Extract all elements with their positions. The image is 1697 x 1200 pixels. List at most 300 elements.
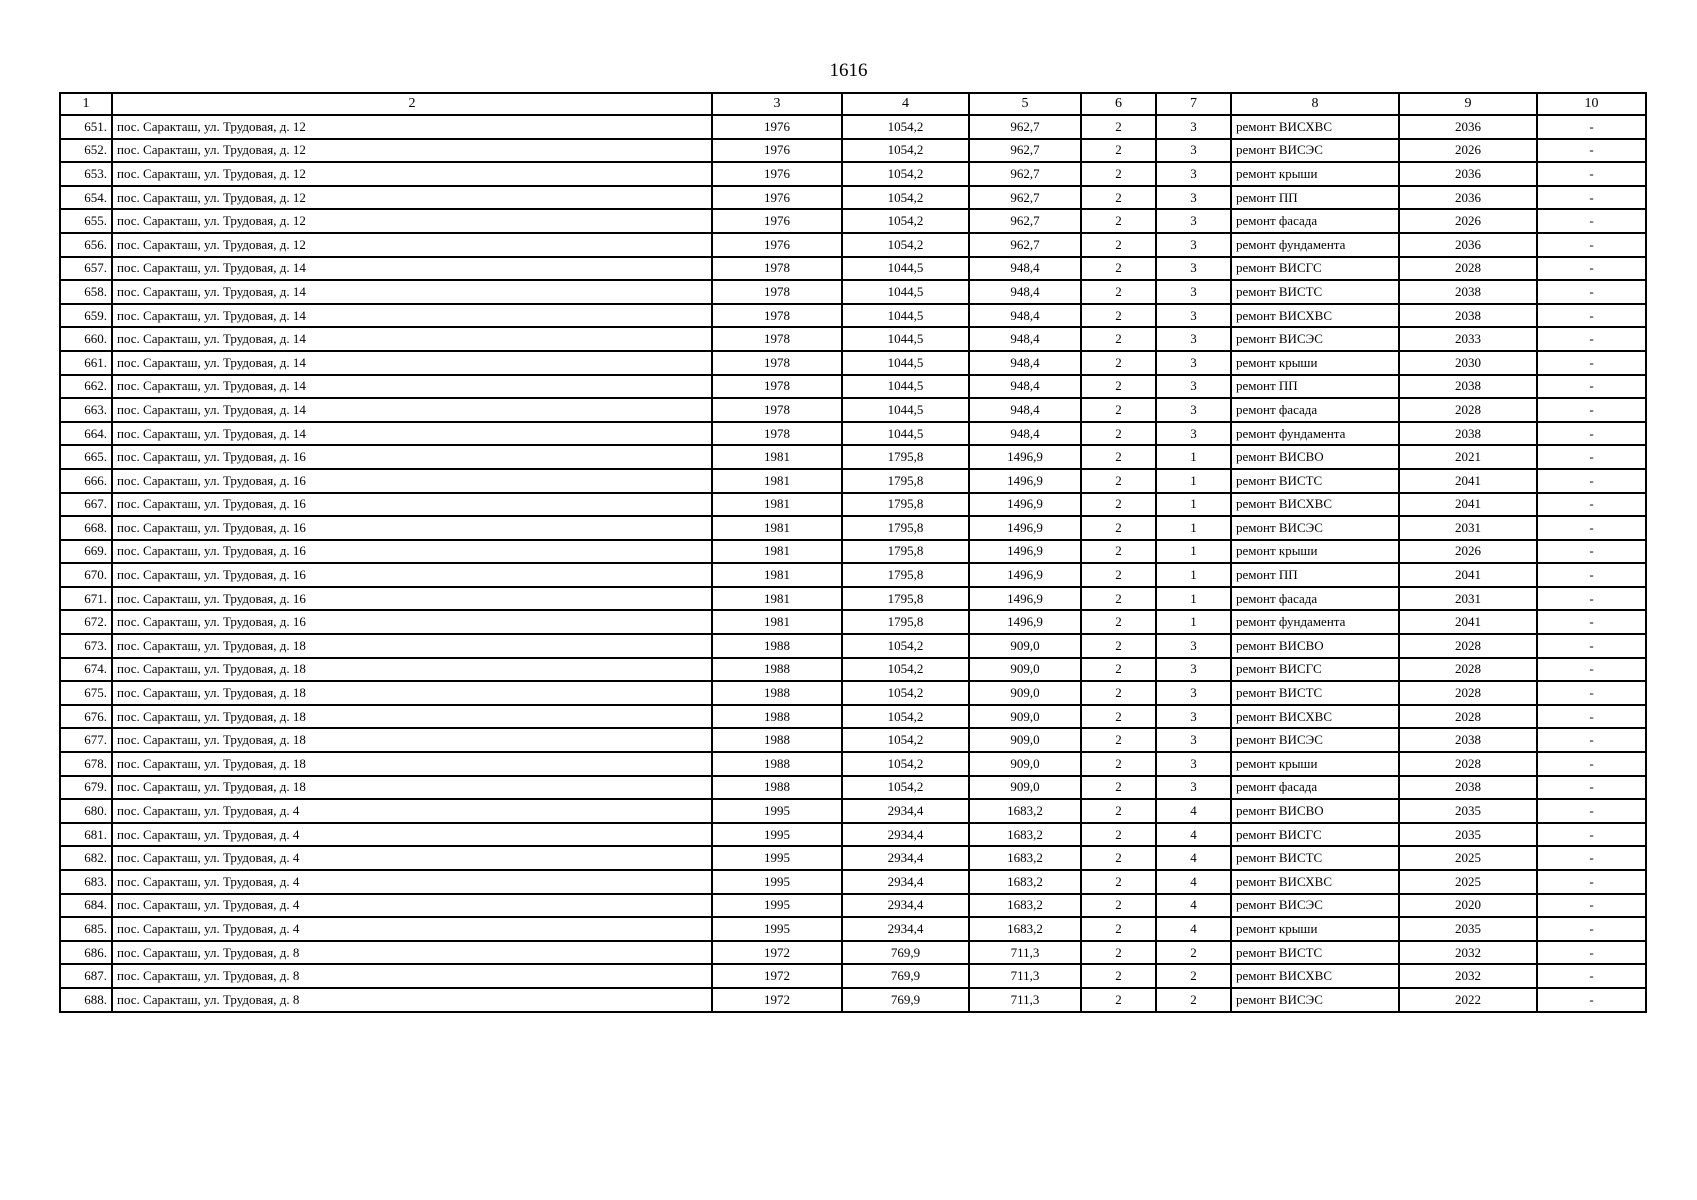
living-area-cell: 948,4	[969, 398, 1081, 422]
year-built-cell: 1976	[712, 186, 842, 210]
work-type-cell: ремонт фундамента	[1231, 610, 1399, 634]
floors-cell: 2	[1081, 209, 1156, 233]
row-number-cell: 683.	[60, 870, 112, 894]
entrances-cell: 3	[1156, 162, 1231, 186]
work-type-cell: ремонт ПП	[1231, 375, 1399, 399]
total-area-cell: 1054,2	[842, 162, 969, 186]
year-built-cell: 1976	[712, 139, 842, 163]
table-row	[60, 705, 1646, 729]
work-type-cell: ремонт ВИСЭС	[1231, 139, 1399, 163]
entrances-cell: 1	[1156, 587, 1231, 611]
year-built-cell: 1978	[712, 375, 842, 399]
year-built-cell: 1972	[712, 988, 842, 1012]
note-cell: -	[1537, 563, 1646, 587]
address-cell: пос. Саракташ, ул. Трудовая, д. 16	[112, 587, 712, 611]
work-type-cell: ремонт ВИСВО	[1231, 799, 1399, 823]
living-area-cell: 1496,9	[969, 540, 1081, 564]
address-cell: пос. Саракташ, ул. Трудовая, д. 14	[112, 351, 712, 375]
entrances-cell: 2	[1156, 988, 1231, 1012]
planned-year-cell: 2038	[1399, 375, 1537, 399]
floors-cell: 2	[1081, 422, 1156, 446]
table-row	[60, 917, 1646, 941]
note-cell: -	[1537, 257, 1646, 281]
address-cell: пос. Саракташ, ул. Трудовая, д. 14	[112, 375, 712, 399]
work-type-cell: ремонт крыши	[1231, 917, 1399, 941]
living-area-cell: 1683,2	[969, 846, 1081, 870]
note-cell: -	[1537, 493, 1646, 517]
planned-year-cell: 2026	[1399, 540, 1537, 564]
total-area-cell: 1044,5	[842, 280, 969, 304]
floors-cell: 2	[1081, 610, 1156, 634]
total-area-cell: 1044,5	[842, 257, 969, 281]
work-type-cell: ремонт ВИСХВС	[1231, 304, 1399, 328]
column-header: 1	[60, 93, 112, 115]
planned-year-cell: 2030	[1399, 351, 1537, 375]
work-type-cell: ремонт ВИСЭС	[1231, 728, 1399, 752]
table-row	[60, 445, 1646, 469]
planned-year-cell: 2041	[1399, 563, 1537, 587]
row-number-cell: 688.	[60, 988, 112, 1012]
entrances-cell: 3	[1156, 681, 1231, 705]
row-number-cell: 687.	[60, 964, 112, 988]
row-number-cell: 657.	[60, 257, 112, 281]
floors-cell: 2	[1081, 327, 1156, 351]
total-area-cell: 1795,8	[842, 563, 969, 587]
year-built-cell: 1981	[712, 469, 842, 493]
year-built-cell: 1988	[712, 681, 842, 705]
address-cell: пос. Саракташ, ул. Трудовая, д. 14	[112, 280, 712, 304]
planned-year-cell: 2020	[1399, 894, 1537, 918]
total-area-cell: 769,9	[842, 964, 969, 988]
header-row	[60, 93, 1646, 115]
address-cell: пос. Саракташ, ул. Трудовая, д. 4	[112, 846, 712, 870]
address-cell: пос. Саракташ, ул. Трудовая, д. 18	[112, 752, 712, 776]
year-built-cell: 1972	[712, 941, 842, 965]
note-cell: -	[1537, 799, 1646, 823]
year-built-cell: 1978	[712, 398, 842, 422]
entrances-cell: 1	[1156, 563, 1231, 587]
year-built-cell: 1981	[712, 445, 842, 469]
entrances-cell: 3	[1156, 398, 1231, 422]
note-cell: -	[1537, 917, 1646, 941]
floors-cell: 2	[1081, 304, 1156, 328]
note-cell: -	[1537, 398, 1646, 422]
year-built-cell: 1995	[712, 894, 842, 918]
year-built-cell: 1988	[712, 658, 842, 682]
note-cell: -	[1537, 681, 1646, 705]
entrances-cell: 3	[1156, 351, 1231, 375]
note-cell: -	[1537, 351, 1646, 375]
planned-year-cell: 2036	[1399, 233, 1537, 257]
row-number-cell: 673.	[60, 634, 112, 658]
note-cell: -	[1537, 304, 1646, 328]
work-type-cell: ремонт ВИСГС	[1231, 257, 1399, 281]
address-cell: пос. Саракташ, ул. Трудовая, д. 12	[112, 139, 712, 163]
total-area-cell: 1054,2	[842, 634, 969, 658]
address-cell: пос. Саракташ, ул. Трудовая, д. 4	[112, 894, 712, 918]
floors-cell: 2	[1081, 351, 1156, 375]
year-built-cell: 1978	[712, 327, 842, 351]
table-body	[60, 115, 1646, 1012]
entrances-cell: 3	[1156, 728, 1231, 752]
planned-year-cell: 2038	[1399, 304, 1537, 328]
entrances-cell: 4	[1156, 846, 1231, 870]
address-cell: пос. Саракташ, ул. Трудовая, д. 16	[112, 563, 712, 587]
row-number-cell: 674.	[60, 658, 112, 682]
address-cell: пос. Саракташ, ул. Трудовая, д. 4	[112, 799, 712, 823]
address-cell: пос. Саракташ, ул. Трудовая, д. 4	[112, 917, 712, 941]
planned-year-cell: 2022	[1399, 988, 1537, 1012]
living-area-cell: 962,7	[969, 162, 1081, 186]
total-area-cell: 1795,8	[842, 493, 969, 517]
table-row	[60, 540, 1646, 564]
table-row	[60, 941, 1646, 965]
planned-year-cell: 2028	[1399, 398, 1537, 422]
planned-year-cell: 2028	[1399, 752, 1537, 776]
total-area-cell: 1054,2	[842, 752, 969, 776]
note-cell: -	[1537, 445, 1646, 469]
entrances-cell: 3	[1156, 139, 1231, 163]
planned-year-cell: 2035	[1399, 799, 1537, 823]
planned-year-cell: 2041	[1399, 493, 1537, 517]
entrances-cell: 4	[1156, 870, 1231, 894]
work-type-cell: ремонт ВИСТС	[1231, 941, 1399, 965]
planned-year-cell: 2032	[1399, 964, 1537, 988]
note-cell: -	[1537, 705, 1646, 729]
table-row	[60, 634, 1646, 658]
floors-cell: 2	[1081, 233, 1156, 257]
row-number-cell: 681.	[60, 823, 112, 847]
living-area-cell: 711,3	[969, 988, 1081, 1012]
living-area-cell: 962,7	[969, 233, 1081, 257]
note-cell: -	[1537, 186, 1646, 210]
work-type-cell: ремонт фасада	[1231, 209, 1399, 233]
table-row	[60, 587, 1646, 611]
floors-cell: 2	[1081, 398, 1156, 422]
row-number-cell: 668.	[60, 516, 112, 540]
row-number-cell: 659.	[60, 304, 112, 328]
column-header: 9	[1399, 93, 1537, 115]
address-cell: пос. Саракташ, ул. Трудовая, д. 8	[112, 988, 712, 1012]
living-area-cell: 948,4	[969, 304, 1081, 328]
note-cell: -	[1537, 422, 1646, 446]
row-number-cell: 660.	[60, 327, 112, 351]
table-row	[60, 610, 1646, 634]
note-cell: -	[1537, 233, 1646, 257]
planned-year-cell: 2038	[1399, 280, 1537, 304]
table-row	[60, 846, 1646, 870]
work-type-cell: ремонт ВИСВО	[1231, 445, 1399, 469]
table-row	[60, 162, 1646, 186]
year-built-cell: 1976	[712, 115, 842, 139]
address-cell: пос. Саракташ, ул. Трудовая, д. 16	[112, 469, 712, 493]
living-area-cell: 1683,2	[969, 917, 1081, 941]
address-cell: пос. Саракташ, ул. Трудовая, д. 18	[112, 658, 712, 682]
note-cell: -	[1537, 610, 1646, 634]
table-row	[60, 257, 1646, 281]
column-header: 4	[842, 93, 969, 115]
floors-cell: 2	[1081, 705, 1156, 729]
floors-cell: 2	[1081, 115, 1156, 139]
work-type-cell: ремонт ВИСХВС	[1231, 705, 1399, 729]
planned-year-cell: 2028	[1399, 658, 1537, 682]
column-header: 5	[969, 93, 1081, 115]
living-area-cell: 1683,2	[969, 799, 1081, 823]
year-built-cell: 1972	[712, 964, 842, 988]
total-area-cell: 1044,5	[842, 398, 969, 422]
entrances-cell: 1	[1156, 516, 1231, 540]
note-cell: -	[1537, 162, 1646, 186]
living-area-cell: 962,7	[969, 186, 1081, 210]
work-type-cell: ремонт ВИСТС	[1231, 681, 1399, 705]
entrances-cell: 3	[1156, 705, 1231, 729]
planned-year-cell: 2035	[1399, 917, 1537, 941]
entrances-cell: 3	[1156, 634, 1231, 658]
row-number-cell: 670.	[60, 563, 112, 587]
row-number-cell: 658.	[60, 280, 112, 304]
planned-year-cell: 2035	[1399, 823, 1537, 847]
note-cell: -	[1537, 375, 1646, 399]
table-row	[60, 375, 1646, 399]
address-cell: пос. Саракташ, ул. Трудовая, д. 14	[112, 327, 712, 351]
address-cell: пос. Саракташ, ул. Трудовая, д. 8	[112, 941, 712, 965]
floors-cell: 2	[1081, 658, 1156, 682]
living-area-cell: 1496,9	[969, 493, 1081, 517]
living-area-cell: 909,0	[969, 658, 1081, 682]
table-row	[60, 351, 1646, 375]
work-type-cell: ремонт ВИСХВС	[1231, 870, 1399, 894]
floors-cell: 2	[1081, 870, 1156, 894]
living-area-cell: 909,0	[969, 728, 1081, 752]
year-built-cell: 1988	[712, 634, 842, 658]
note-cell: -	[1537, 823, 1646, 847]
work-type-cell: ремонт крыши	[1231, 752, 1399, 776]
note-cell: -	[1537, 988, 1646, 1012]
work-type-cell: ремонт крыши	[1231, 540, 1399, 564]
note-cell: -	[1537, 469, 1646, 493]
note-cell: -	[1537, 846, 1646, 870]
address-cell: пос. Саракташ, ул. Трудовая, д. 4	[112, 870, 712, 894]
floors-cell: 2	[1081, 941, 1156, 965]
table-row	[60, 964, 1646, 988]
entrances-cell: 3	[1156, 233, 1231, 257]
entrances-cell: 2	[1156, 964, 1231, 988]
table-row	[60, 280, 1646, 304]
address-cell: пос. Саракташ, ул. Трудовая, д. 16	[112, 445, 712, 469]
table-row	[60, 988, 1646, 1012]
total-area-cell: 2934,4	[842, 823, 969, 847]
address-cell: пос. Саракташ, ул. Трудовая, д. 18	[112, 776, 712, 800]
floors-cell: 2	[1081, 257, 1156, 281]
planned-year-cell: 2038	[1399, 728, 1537, 752]
living-area-cell: 909,0	[969, 752, 1081, 776]
living-area-cell: 962,7	[969, 209, 1081, 233]
row-number-cell: 678.	[60, 752, 112, 776]
total-area-cell: 1054,2	[842, 658, 969, 682]
address-cell: пос. Саракташ, ул. Трудовая, д. 14	[112, 304, 712, 328]
row-number-cell: 684.	[60, 894, 112, 918]
address-cell: пос. Саракташ, ул. Трудовая, д. 18	[112, 681, 712, 705]
row-number-cell: 682.	[60, 846, 112, 870]
table-row	[60, 422, 1646, 446]
row-number-cell: 661.	[60, 351, 112, 375]
living-area-cell: 909,0	[969, 776, 1081, 800]
floors-cell: 2	[1081, 493, 1156, 517]
column-header: 7	[1156, 93, 1231, 115]
floors-cell: 2	[1081, 375, 1156, 399]
row-number-cell: 666.	[60, 469, 112, 493]
table-row	[60, 233, 1646, 257]
year-built-cell: 1995	[712, 823, 842, 847]
floors-cell: 2	[1081, 587, 1156, 611]
living-area-cell: 948,4	[969, 422, 1081, 446]
entrances-cell: 3	[1156, 658, 1231, 682]
address-cell: пос. Саракташ, ул. Трудовая, д. 4	[112, 823, 712, 847]
column-header: 2	[112, 93, 712, 115]
address-cell: пос. Саракташ, ул. Трудовая, д. 12	[112, 186, 712, 210]
address-cell: пос. Саракташ, ул. Трудовая, д. 16	[112, 540, 712, 564]
total-area-cell: 1054,2	[842, 776, 969, 800]
floors-cell: 2	[1081, 988, 1156, 1012]
floors-cell: 2	[1081, 445, 1156, 469]
page-number: 1616	[829, 60, 868, 81]
year-built-cell: 1995	[712, 870, 842, 894]
address-cell: пос. Саракташ, ул. Трудовая, д. 18	[112, 705, 712, 729]
address-cell: пос. Саракташ, ул. Трудовая, д. 12	[112, 115, 712, 139]
address-cell: пос. Саракташ, ул. Трудовая, д. 16	[112, 610, 712, 634]
address-cell: пос. Саракташ, ул. Трудовая, д. 12	[112, 233, 712, 257]
note-cell: -	[1537, 728, 1646, 752]
total-area-cell: 1795,8	[842, 610, 969, 634]
total-area-cell: 2934,4	[842, 917, 969, 941]
address-cell: пос. Саракташ, ул. Трудовая, д. 18	[112, 634, 712, 658]
planned-year-cell: 2031	[1399, 516, 1537, 540]
planned-year-cell: 2028	[1399, 634, 1537, 658]
entrances-cell: 3	[1156, 304, 1231, 328]
total-area-cell: 1054,2	[842, 115, 969, 139]
note-cell: -	[1537, 941, 1646, 965]
row-number-cell: 686.	[60, 941, 112, 965]
floors-cell: 2	[1081, 469, 1156, 493]
planned-year-cell: 2021	[1399, 445, 1537, 469]
planned-year-cell: 2028	[1399, 257, 1537, 281]
total-area-cell: 1054,2	[842, 705, 969, 729]
year-built-cell: 1981	[712, 587, 842, 611]
work-type-cell: ремонт ВИСЭС	[1231, 327, 1399, 351]
living-area-cell: 909,0	[969, 705, 1081, 729]
planned-year-cell: 2041	[1399, 469, 1537, 493]
table-row	[60, 209, 1646, 233]
total-area-cell: 1054,2	[842, 139, 969, 163]
living-area-cell: 1496,9	[969, 469, 1081, 493]
living-area-cell: 909,0	[969, 681, 1081, 705]
total-area-cell: 1054,2	[842, 186, 969, 210]
total-area-cell: 1795,8	[842, 445, 969, 469]
address-cell: пос. Саракташ, ул. Трудовая, д. 12	[112, 162, 712, 186]
floors-cell: 2	[1081, 186, 1156, 210]
row-number-cell: 651.	[60, 115, 112, 139]
entrances-cell: 3	[1156, 375, 1231, 399]
note-cell: -	[1537, 280, 1646, 304]
total-area-cell: 769,9	[842, 941, 969, 965]
row-number-cell: 671.	[60, 587, 112, 611]
work-type-cell: ремонт фасада	[1231, 587, 1399, 611]
planned-year-cell: 2025	[1399, 870, 1537, 894]
living-area-cell: 1496,9	[969, 445, 1081, 469]
work-type-cell: ремонт ВИСТС	[1231, 280, 1399, 304]
row-number-cell: 672.	[60, 610, 112, 634]
living-area-cell: 962,7	[969, 115, 1081, 139]
planned-year-cell: 2031	[1399, 587, 1537, 611]
row-number-cell: 662.	[60, 375, 112, 399]
planned-year-cell: 2025	[1399, 846, 1537, 870]
table-row	[60, 516, 1646, 540]
column-header: 10	[1537, 93, 1646, 115]
planned-year-cell: 2028	[1399, 681, 1537, 705]
entrances-cell: 3	[1156, 752, 1231, 776]
address-cell: пос. Саракташ, ул. Трудовая, д. 12	[112, 209, 712, 233]
entrances-cell: 3	[1156, 422, 1231, 446]
work-type-cell: ремонт фасада	[1231, 398, 1399, 422]
planned-year-cell: 2033	[1399, 327, 1537, 351]
total-area-cell: 2934,4	[842, 870, 969, 894]
living-area-cell: 948,4	[969, 257, 1081, 281]
table-row	[60, 327, 1646, 351]
table-row	[60, 563, 1646, 587]
row-number-cell: 675.	[60, 681, 112, 705]
planned-year-cell: 2036	[1399, 115, 1537, 139]
floors-cell: 2	[1081, 162, 1156, 186]
entrances-cell: 1	[1156, 540, 1231, 564]
floors-cell: 2	[1081, 964, 1156, 988]
total-area-cell: 1044,5	[842, 304, 969, 328]
planned-year-cell: 2026	[1399, 209, 1537, 233]
year-built-cell: 1988	[712, 705, 842, 729]
row-number-cell: 655.	[60, 209, 112, 233]
column-header: 6	[1081, 93, 1156, 115]
table-row	[60, 398, 1646, 422]
floors-cell: 2	[1081, 776, 1156, 800]
total-area-cell: 2934,4	[842, 799, 969, 823]
work-type-cell: ремонт ВИСХВС	[1231, 493, 1399, 517]
total-area-cell: 1795,8	[842, 540, 969, 564]
row-number-cell: 677.	[60, 728, 112, 752]
address-cell: пос. Саракташ, ул. Трудовая, д. 18	[112, 728, 712, 752]
work-type-cell: ремонт ВИСХВС	[1231, 964, 1399, 988]
note-cell: -	[1537, 634, 1646, 658]
table-row	[60, 894, 1646, 918]
floors-cell: 2	[1081, 917, 1156, 941]
entrances-cell: 4	[1156, 894, 1231, 918]
floors-cell: 2	[1081, 823, 1156, 847]
total-area-cell: 2934,4	[842, 846, 969, 870]
table-row	[60, 799, 1646, 823]
year-built-cell: 1978	[712, 257, 842, 281]
total-area-cell: 769,9	[842, 988, 969, 1012]
table-row	[60, 658, 1646, 682]
floors-cell: 2	[1081, 516, 1156, 540]
row-number-cell: 680.	[60, 799, 112, 823]
planned-year-cell: 2038	[1399, 422, 1537, 446]
total-area-cell: 1044,5	[842, 327, 969, 351]
floors-cell: 2	[1081, 752, 1156, 776]
total-area-cell: 1054,2	[842, 209, 969, 233]
floors-cell: 2	[1081, 894, 1156, 918]
planned-year-cell: 2041	[1399, 610, 1537, 634]
entrances-cell: 4	[1156, 823, 1231, 847]
table-row	[60, 681, 1646, 705]
row-number-cell: 653.	[60, 162, 112, 186]
